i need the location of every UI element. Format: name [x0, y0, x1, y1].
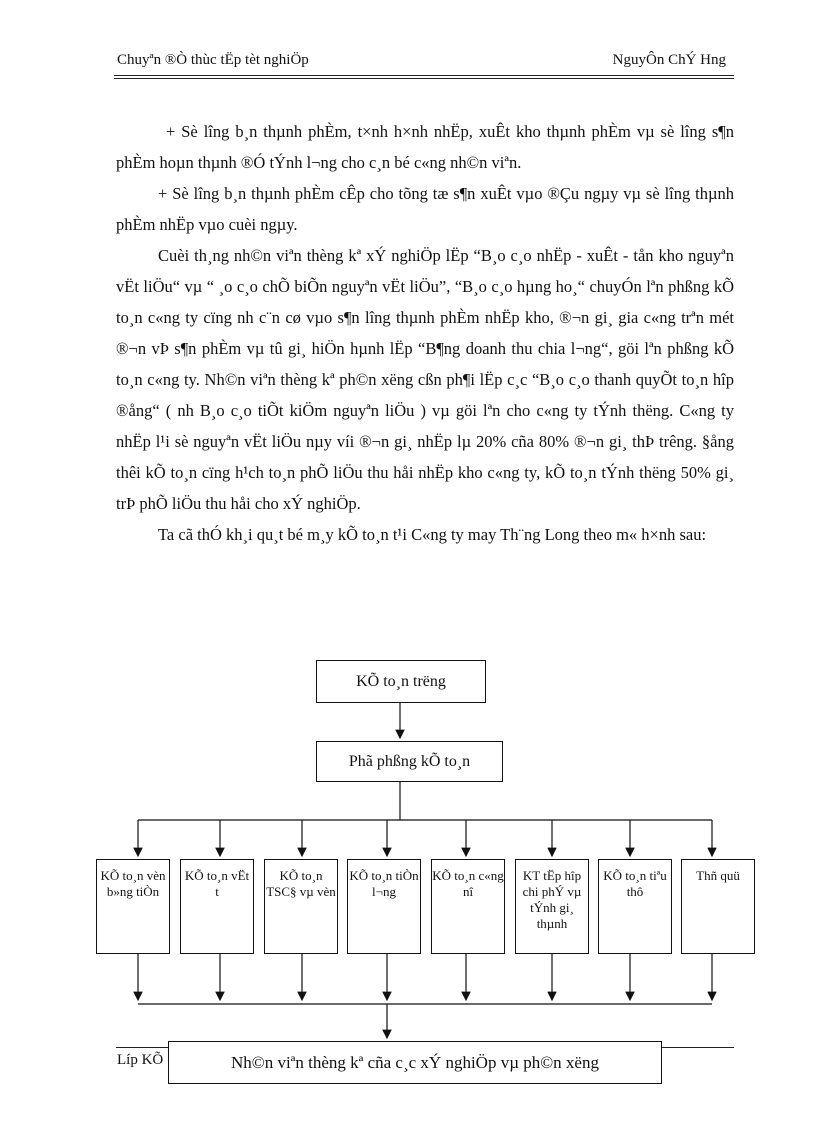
footer-text: Líp KÕ	[117, 1052, 164, 1068]
chart-dept-sales: KÕ to¸n tiªu thô	[598, 859, 672, 954]
chart-dept-cash: KÕ to¸n vèn b»ng tiÒn	[96, 859, 170, 954]
chart-dept-debts: KÕ to¸n c«ng nî	[431, 859, 505, 954]
header-title: Chuyªn ®Ò thùc tËp tèt nghiÖp	[117, 52, 309, 68]
chart-dept-payroll: KÕ to¸n tiÒn l¬ng	[347, 859, 421, 954]
chart-node-deputy-head: Phã phßng kÕ to¸n	[316, 741, 503, 782]
paragraph: Ta cã thÓ kh¸i qu¸t bé m¸y kÕ to¸n t¹i C«ng ty may Th¨ng Long theo m« h×nh sau:	[158, 525, 707, 544]
paragraph: Cuèi th¸ng nh©n viªn thèng kª xÝ nghiÖp lËp “B¸o c¸o nhËp - xuÊt - tån kho nguyªn vËt liÖu“ vµ “ ¸o c¸o chÕ biÕn nguyªn vËt liÖu”, “B¸o c¸o hµng ho¸“ chuyÓn lªn phßng kÕ to¸n c«ng ty cïng nh c¨n cø vµo s¶n lîng thµnh phÈm nhËp kho, ®¬n gi¸ gia c«ng trªn mét ®¬n vÞ s¶n phÈm vµ tû gi¸ hiÖn hµnh lËp “B¶ng doanh thu chia l¬ng“, göi lªn phßng kÕ to¸n c«ng ty. Nh©n viªn thèng kª ph©n xëng cßn ph¶i lËp c¸c “B¸o c¸o thanh quyÕt to¸n hîp ®ång“ ( nh B¸o c¸o tiÕt kiÖm nguyªn liÖu ) vµ göi lªn cho c«ng ty tÝnh thëng. C«ng ty nhËp l¹i sè nguyªn vËt liÖu nµy víi ®¬n gi¸ nhËp lµ 20% cña 80% ®¬n gi¸ thÞ trêng. §ång thêi kÕ to¸n cïng h¹ch to¸n phÕ liÖu thu håi nhËp kho c«ng ty, kÕ to¸n tÝnh thëng 50% gi¸ trÞ phÕ liÖu thu håi cho xÝ nghiÖp.	[116, 246, 734, 513]
chart-node-statisticians: Nh©n viªn thèng kª cña c¸c xÝ nghiÖp vµ ph©n xëng	[168, 1041, 662, 1084]
header-author: NguyÔn ChÝ Hng	[612, 52, 726, 68]
chart-dept-materials: KÕ to¸n vËt t	[180, 859, 254, 954]
chart-dept-fixed-assets: KÕ to¸n TSC§ vµ vèn	[264, 859, 338, 954]
chart-dept-costing: KT tËp hîp chi phÝ vµ tÝnh gi¸ thµnh	[515, 859, 589, 954]
paragraph: + Sè lîng b¸n thµnh phÈm, t×nh h×nh nhËp, xuÊt kho thµnh phÈm vµ sè lîng s¶n phÈm hoµn thµnh ®Ó tÝnh l¬ng cho c¸n bé c«ng nh©n viªn.	[116, 122, 734, 172]
chart-node-chief-accountant: KÕ to¸n trëng	[316, 660, 486, 703]
paragraph: + Sè lîng b¸n thµnh phÈm cÊp cho tõng tæ s¶n xuÊt vµo ®Çu ngµy vµ sè lîng thµnh phÈm nhËp vµo cuèi ngµy.	[116, 184, 734, 234]
chart-dept-treasurer: Thñ quü	[681, 859, 755, 954]
